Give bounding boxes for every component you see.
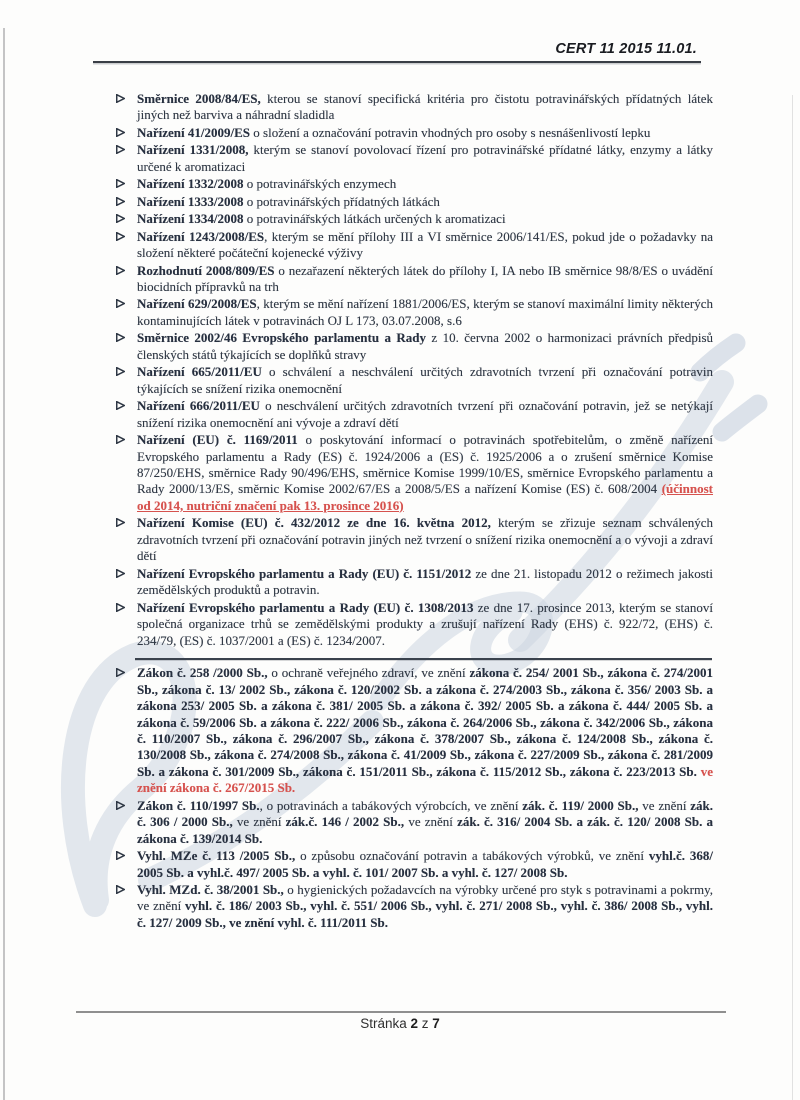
arrowhead-bullet-icon bbox=[116, 801, 125, 810]
text-segment: Nařízení Evropského parlamentu a Rady (EU) č. 1151/2012 bbox=[137, 565, 472, 581]
text-segment: o poskytování informací o potravinách spotřebitelům, o změně nařízení Evropského parlamentu a Rady (ES) č. 1924/2006 a (ES) č. 1925/2006 a o zrušení směrnice Komise 87/250/EHS, směrnice Rady 90/496/EHS, směrnice Komise 1999/10/ES, směrnice Evropského parlamentu a Rady 2000/13/ES, směrnic Komise 2002/67/ES a 2008/5/ES a nařízení Komise (ES) č. 608/2004 bbox=[137, 432, 713, 497]
text-segment: Vyhl. MZe č. 113 /2005 Sb., bbox=[137, 848, 296, 864]
arrowhead-bullet-icon bbox=[116, 197, 125, 206]
text-segment: kterou se stanoví specifická kritéria pro čistotu potravinářských přídatných látek jiných než barviva a náhradní sladidla bbox=[137, 91, 714, 123]
text-segment: Nařízení Komise (EU) č. 432/2012 ze dne 16. května 2012, bbox=[137, 515, 491, 531]
text-segment: o potravinářských látkách určených k aromatizaci bbox=[243, 211, 506, 227]
list-item-text bbox=[137, 176, 396, 191]
text-segment: kterým se zřizuje seznam schválených zdravotních tvrzení při označování potravin jiných než tvrzení o snížení rizika onemocnění a o vývoji a zdraví dětí bbox=[137, 515, 713, 564]
list-item bbox=[115, 263, 713, 296]
list-item-text bbox=[137, 91, 713, 122]
text-segment: Nařízení 665/2011/EU bbox=[137, 364, 262, 380]
text-segment: z 10. června 2002 o harmonizaci právních předpisů členských států týkajících se doplňků stravy bbox=[137, 330, 713, 362]
list-item-text bbox=[137, 194, 440, 209]
arrowhead-bullet-icon bbox=[116, 851, 125, 860]
document-code: CERT 11 2015 11.01. bbox=[555, 41, 697, 57]
arrowhead-bullet-icon bbox=[116, 214, 125, 223]
text-segment: zák. č. 306 / 2000 Sb., bbox=[137, 797, 714, 830]
text-segment: Směrnice 2008/84/ES, bbox=[137, 91, 261, 106]
text-segment: (účinnost od 2014, nutriční značení pak 13. prosince 2016) bbox=[137, 481, 713, 513]
section-separator-rule bbox=[135, 658, 712, 660]
list-item bbox=[115, 91, 713, 124]
arrowhead-bullet-icon bbox=[116, 333, 125, 342]
text-segment: Nařízení (EU) č. 1169/2011 bbox=[137, 432, 298, 448]
arrowhead-bullet-icon bbox=[116, 885, 125, 894]
text-segment: Směrnice 2002/46 Evropského parlamentu a Rady bbox=[137, 330, 427, 346]
list-item bbox=[115, 176, 713, 192]
text-segment: ve znění zákona č. 267/2015 Sb. bbox=[137, 763, 713, 796]
page-number-total: 7 bbox=[432, 1016, 440, 1031]
text-segment: ve znění bbox=[638, 797, 691, 813]
text-segment: Nařízení 1243/2008/ES bbox=[137, 228, 265, 244]
text-segment: ze dne 17. prosince 2013, kterým se stanoví společná organizace trhů se zemědělskými produkty a zrušují nařízení Rady (EHS) č. 922/72, (EHS) č. 234/79, (ES) č. 1037/2001 a (ES) č. 1234/2007. bbox=[137, 599, 713, 648]
arrowhead-bullet-icon bbox=[116, 401, 125, 410]
list-item-text bbox=[137, 848, 713, 879]
text-segment: o nezařazení některých látek do přílohy I, IA nebo IB směrnice 98/8/ES o uvádění biocidních přípravků na trh bbox=[137, 262, 713, 294]
list-item-text bbox=[137, 142, 713, 173]
text-segment: , kterým se mění nařízení 1881/2006/ES, kterým se stanoví maximální limity některých kontaminujících látek v potravinách OJ L 173, 03.07.2008, s.6 bbox=[137, 296, 713, 328]
list-item-text bbox=[137, 211, 506, 226]
page-number-prefix: Stránka bbox=[360, 1016, 411, 1031]
list-item bbox=[115, 515, 713, 564]
list-item-text bbox=[137, 798, 713, 846]
arrowhead-bullet-icon bbox=[116, 569, 125, 578]
text-segment: zák.č. 146 / 2002 Sb., bbox=[285, 814, 405, 830]
text-segment: o neschválení určitých zdravotních tvrzení při označování potravin, jež se netýkají snížení rizika onemocnění ani vývoje a zdraví dětí bbox=[137, 398, 714, 430]
text-segment: zák. č. 316/ 2004 Sb. a zák. č. 120/ 2008 Sb. a zákona č. 139/2014 Sb. bbox=[137, 814, 714, 846]
text-segment: Nařízení 1332/2008 bbox=[137, 176, 244, 192]
text-segment: ze dne 21. listopadu 2012 o režimech jakosti zemědělských produktů a potravin. bbox=[137, 565, 713, 598]
arrowhead-bullet-icon bbox=[116, 603, 125, 612]
list-item-text bbox=[137, 330, 713, 361]
list-item-text bbox=[137, 600, 713, 648]
text-segment: Rozhodnutí 2008/809/ES bbox=[137, 262, 275, 278]
text-segment: vyhl.č. 368/ 2005 Sb. a vyhl.č. 497/ 2005 Sb. a vyhl. č. 101/ 2007 Sb. a vyhl. č. 127/ 2008 Sb. bbox=[137, 848, 713, 880]
list-item-text bbox=[137, 515, 713, 563]
text-segment: ve znění bbox=[232, 814, 286, 830]
list-item-text bbox=[137, 398, 713, 429]
text-segment: o ochraně veřejného zdraví, ve znění bbox=[267, 665, 470, 681]
arrowhead-bullet-icon bbox=[116, 232, 125, 241]
list-item bbox=[115, 432, 713, 514]
text-segment: o složení a označování potravin vhodných pro osoby s nesnášenlivostí lepku bbox=[250, 124, 651, 140]
list-item bbox=[115, 398, 713, 431]
list-item bbox=[115, 364, 713, 397]
text-segment: o potravinářských enzymech bbox=[243, 176, 397, 192]
list-item bbox=[115, 229, 713, 262]
list-item-text bbox=[137, 125, 650, 140]
list-item bbox=[115, 848, 713, 881]
scan-edge-artifact-left bbox=[3, 28, 5, 1100]
list-item bbox=[115, 566, 713, 599]
text-segment: Nařízení Evropského parlamentu a Rady (EU) č. 1308/2013 bbox=[137, 599, 474, 615]
arrowhead-bullet-icon bbox=[116, 518, 125, 527]
page-number-current: 2 bbox=[410, 1016, 418, 1031]
text-segment: o způsobu označování potravin a tabákových výrobků, ve znění bbox=[295, 848, 649, 864]
footer-rule bbox=[76, 1011, 726, 1013]
text-segment: , kterým se mění přílohy III a VI směrnice 2006/141/ES, pokud jde o požadavky na složení některé počáteční kojenecké výživy bbox=[137, 228, 714, 261]
list-item bbox=[115, 296, 713, 329]
list-item bbox=[115, 798, 713, 847]
arrowhead-bullet-icon bbox=[116, 668, 125, 677]
text-segment: ve znění bbox=[404, 814, 458, 830]
arrowhead-bullet-icon bbox=[116, 367, 125, 376]
list-item-text bbox=[137, 882, 713, 930]
scan-edge-artifact-right bbox=[792, 95, 793, 1100]
arrowhead-bullet-icon bbox=[116, 435, 125, 444]
list-item bbox=[115, 194, 713, 210]
list-item bbox=[115, 211, 713, 227]
text-segment: kterým se stanoví povolovací řízení pro potravinářské přídatné látky, enzymy a látky určené k aromatizaci bbox=[137, 142, 713, 174]
text-segment: Vyhl. MZd. č. 38/2001 Sb., bbox=[137, 882, 284, 898]
list-item-text bbox=[137, 566, 713, 597]
list-item-text bbox=[137, 263, 713, 294]
arrowhead-bullet-icon bbox=[116, 128, 125, 137]
text-segment: Nařízení 41/2009/ES bbox=[137, 124, 251, 140]
arrowhead-bullet-icon bbox=[116, 266, 125, 275]
list-item-text bbox=[137, 432, 713, 513]
page-number bbox=[0, 1016, 800, 1031]
text-segment: Nařízení 629/2008/ES bbox=[137, 296, 257, 312]
text-segment: zák. č. 119/ 2000 Sb., bbox=[522, 797, 639, 813]
text-segment: vyhl. č. 186/ 2003 Sb., vyhl. č. 551/ 2006 Sb., vyhl. č. 271/ 2008 Sb., vyhl. č. 386/ 2008 Sb., vyhl. č. 127/ 2009 Sb., ve znění vyhl. č. 111/2011 Sb. bbox=[137, 898, 714, 930]
list-item-text bbox=[137, 665, 713, 795]
arrowhead-bullet-icon bbox=[116, 145, 125, 154]
text-segment: Nařízení 1331/2008, bbox=[137, 142, 249, 158]
arrowhead-bullet-icon bbox=[116, 179, 125, 188]
list-item bbox=[115, 882, 713, 931]
text-segment: zákona č. 254/ 2001 Sb., zákona č. 274/2001 Sb., zákona č. 13/ 2002 Sb., zákona č. 120/2002 Sb. a zákona č. 274/2003 Sb., zákona č. 356/ 2003 Sb. a zákona 253/ 2005 Sb. a zákona č. 381/ 2005 Sb. a zákona č. 392/ 2005 Sb. a zákona č. 444/ 2005 Sb. a zákona č. 59/2006 Sb. a zákona č. 222/ 2006 Sb., zákona č. 264/2006 Sb., zákona č. 342/2006 Sb., zákona č. 110/2007 Sb., zákona č. 296/2007 Sb., zákona č. 378/2007 Sb., zákona č. 124/2008 Sb., zákona č. 130/2008 Sb., zákona č. 274/2008 Sb., zákona č. 41/2009 Sb., zákona č. 227/2009 Sb., zákona č. 281/2009 Sb. a zákona č. 301/2009 Sb., zákona č. 151/2011 Sb., zákona č. 115/2012 Sb., zákona č. 223/2013 Sb. bbox=[137, 665, 713, 779]
list-item-text bbox=[137, 364, 713, 395]
list-item-text bbox=[137, 296, 713, 327]
list-item bbox=[115, 665, 713, 797]
list-item bbox=[115, 330, 713, 363]
text-segment: o schválení a neschválení určitých zdravotních tvrzení při označování potravin týkajících se snížení rizika onemocnění bbox=[137, 364, 713, 396]
arrowhead-bullet-icon bbox=[116, 94, 125, 103]
text-segment: Nařízení 666/2011/EU bbox=[137, 398, 260, 414]
list-item bbox=[115, 600, 713, 649]
list-item-text bbox=[137, 229, 713, 260]
text-segment: Nařízení 1333/2008 bbox=[137, 193, 244, 209]
text-segment: o potravinářských přídatných látkách bbox=[243, 193, 440, 209]
arrowhead-bullet-icon bbox=[116, 299, 125, 308]
text-segment: Nařízení 1334/2008 bbox=[137, 211, 244, 227]
text-segment: , o potravinách a tabákových výrobcích, ve znění bbox=[259, 797, 523, 813]
header-rule bbox=[93, 61, 701, 63]
text-segment: Zákon č. 110/1997 Sb. bbox=[137, 797, 260, 813]
text-segment: Zákon č. 258 /2000 Sb., bbox=[137, 665, 268, 681]
legislation-list bbox=[115, 91, 713, 932]
page-number-separator: z bbox=[418, 1016, 433, 1031]
list-item bbox=[115, 125, 713, 141]
text-segment: o hygienických požadavcích na výrobky určené pro styk s potravinami a pokrmy, ve znění bbox=[137, 882, 713, 914]
list-item bbox=[115, 142, 713, 175]
